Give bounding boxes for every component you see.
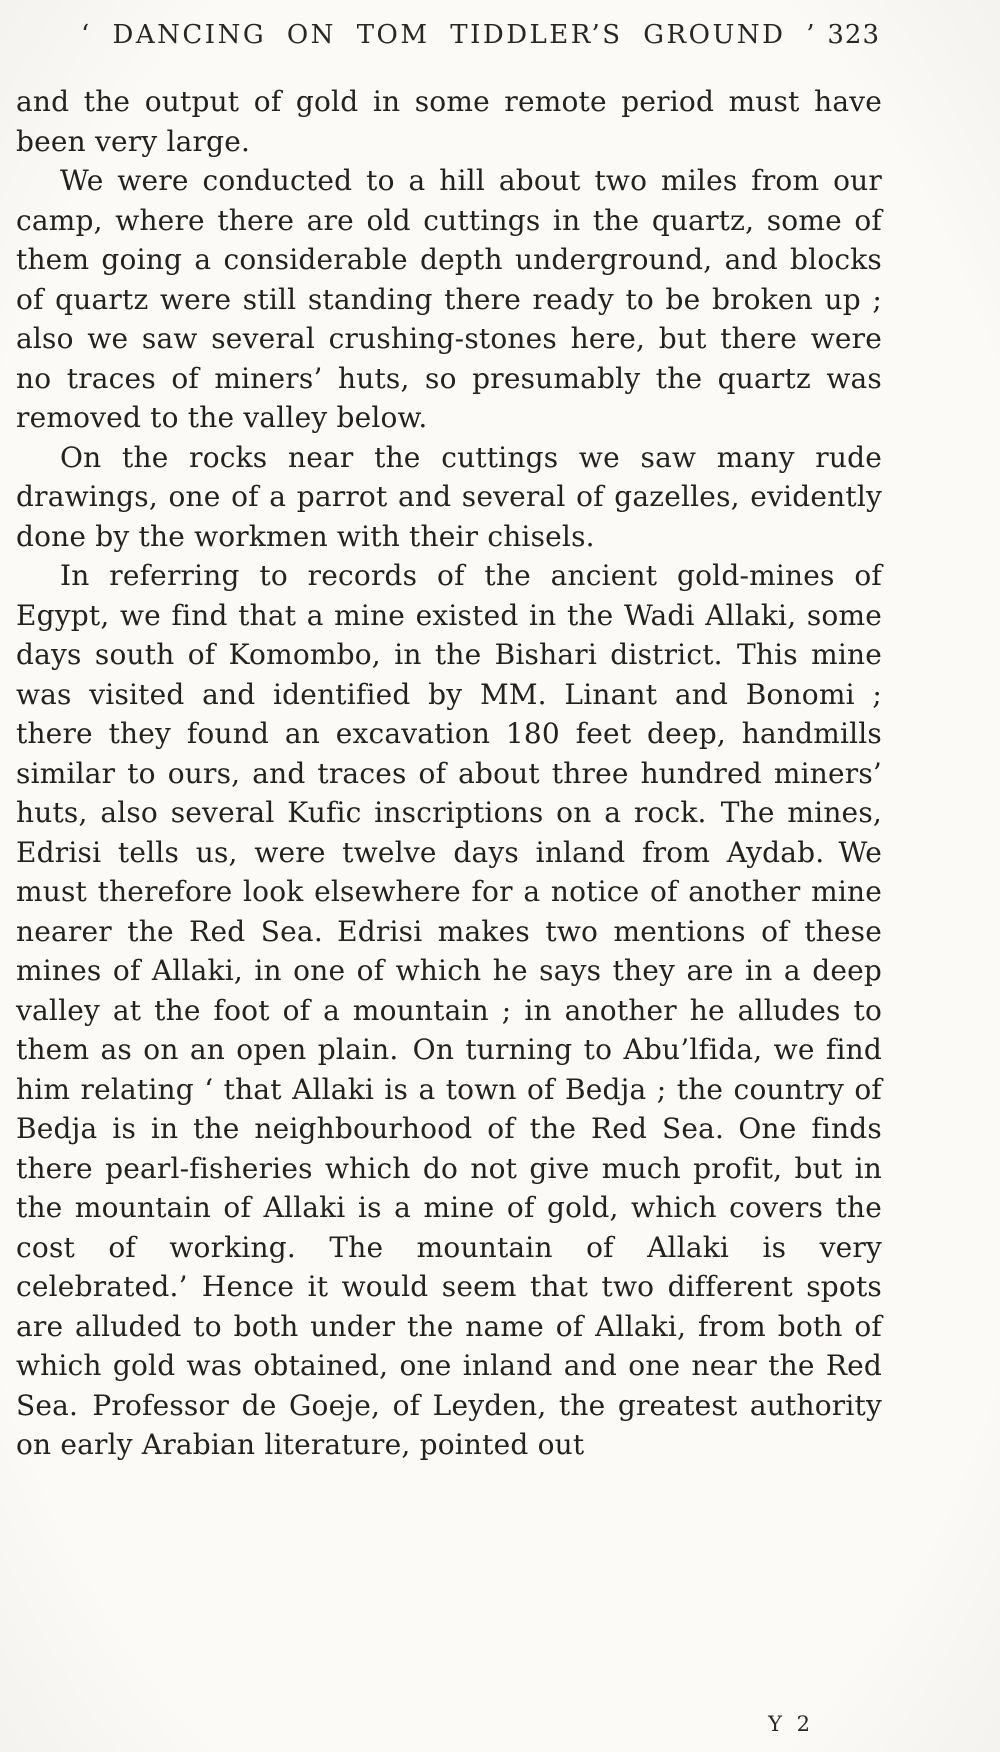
page-number: 323: [827, 20, 880, 50]
body-paragraph: On the rocks near the cuttings we saw many rude drawings, one of a parrot and several of gazelles, evidently done by the workmen with their chisels.: [16, 440, 882, 553]
page-header: [16, 20, 882, 66]
body-paragraph: and the output of gold in some remote period must have been very large.: [16, 85, 882, 158]
running-header-title: ‘ DANCING ON TOM TIDDLER’S GROUND ’: [81, 20, 817, 50]
body-paragraph: We were conducted to a hill about two miles from our camp, where there are old cuttings in the quartz, some of them going a considerable depth underground, and blocks of quartz were still standing there ready to be broken up ; also we saw several crushing-stones here, but there were no traces of miners’ huts, so presumably the quartz was removed to the valley below.: [16, 164, 882, 434]
body-paragraph: In referring to records of the ancient gold-mines of Egypt, we find that a mine existed in the Wadi Allaki, some days south of Komombo, in the Bishari district. This mine was visited and identified by MM. Linant and Bonomi ; there they found an excavation 180 feet deep, handmills similar to ours, and traces of about three hundred miners’ huts, also several Kufic inscriptions on a rock. The mines, Edrisi tells us, were twelve days inland from Aydab. We must therefore look elsewhere for a notice of another mine nearer the Red Sea. Edrisi makes two mentions of these mines of Allaki, in one of which he says they are in a deep valley at the foot of a mountain ; in another he alludes to them as on an open plain. On turning to Abu’lfida, we find him relating ‘ that Allaki is a town of Bedja ; the country of Bedja is in the neighbourhood of the Red Sea. One finds there pearl-fisheries which do not give much profit, but in the mountain of Allaki is a mine of gold, which covers the cost of working. The mountain of Allaki is very celebrated.’ Hence it would seem that two different spots are alluded to both under the name of Allaki, from both of which gold was obtained, one inland and one near the Red Sea. Professor de Goeje, of Leyden, the greatest authority on early Arabian literature, pointed out: [16, 559, 882, 1461]
page-body: [16, 82, 882, 1465]
signature-mark: Y 2: [768, 1712, 814, 1736]
